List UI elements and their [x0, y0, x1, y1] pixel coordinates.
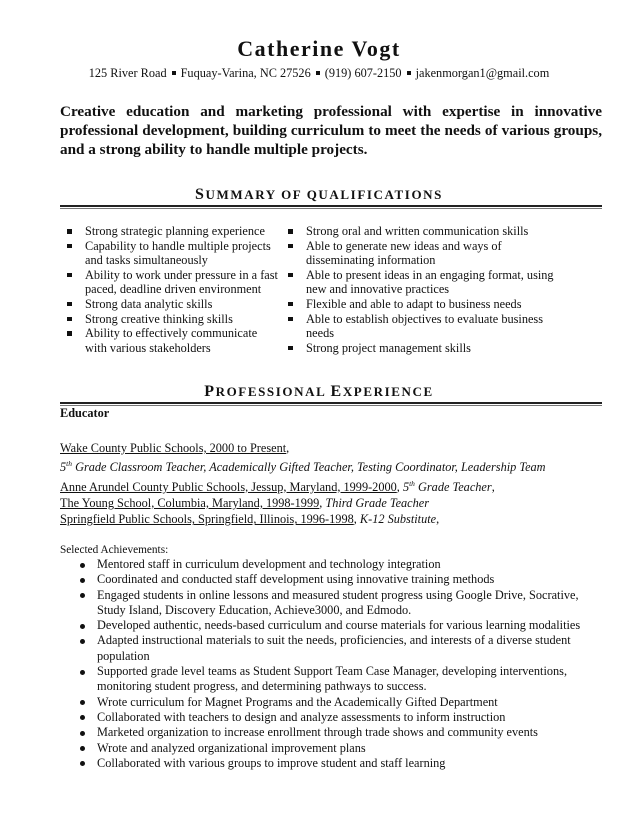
punctuation: ,: [396, 479, 403, 494]
separator-square-icon: [316, 71, 320, 75]
grade-suffix: th: [66, 459, 72, 469]
qualification-item: Able to generate new ideas and ways of disseminating information: [283, 239, 573, 268]
roles-text: Grade Teacher: [414, 479, 492, 494]
punctuation: ,: [319, 496, 326, 511]
qualification-item: Ability to work under pressure in a fast paced, deadline driven environment: [62, 268, 282, 297]
city: Fuquay-Varina, NC 27526: [180, 66, 311, 80]
grade-number: 5: [402, 479, 410, 494]
achievement-item: Engaged students in online lessons and measured student progress using Google Drive, Socrative, Study Island, Discovery Education, Achieve3000, and Edmodo.: [60, 588, 605, 619]
employer-role: K-12 Substitute: [359, 512, 437, 527]
achievement-item: Adapted instructional materials to suit the needs, proficiencies, and interests of a diverse student population: [60, 633, 605, 664]
achievements-label: Selected Achievements:: [60, 544, 169, 556]
qualification-item: Strong creative thinking skills: [62, 312, 282, 327]
qualification-item: Capability to handle multiple projects and tasks simultaneously: [62, 239, 282, 268]
achievement-item: Wrote curriculum for Magnet Programs and the Academically Gifted Department: [60, 695, 605, 710]
role-title: Educator: [60, 406, 110, 420]
qualification-item: Ability to effectively communicate with various stakeholders: [62, 326, 282, 355]
experience-heading-cap: P: [204, 383, 216, 400]
qualification-item: Strong data analytic skills: [62, 297, 282, 312]
section-divider: [60, 402, 602, 406]
punctuation: ,: [286, 441, 290, 455]
separator-square-icon: [172, 71, 176, 75]
summary-heading-cap: S: [194, 186, 206, 203]
employer-entry: [60, 440, 600, 456]
achievement-item: Marketed organization to increase enrollment through trade shows and community events: [60, 725, 605, 740]
qualification-item: Flexible and able to adapt to business needs: [283, 297, 573, 312]
achievement-item: Supported grade level teams as Student Support Team Case Manager, developing interventions, monitoring student progress, and determining pathways to success.: [60, 664, 605, 695]
qualification-item: Able to establish objectives to evaluate business needs: [283, 312, 573, 341]
qualifications-left-list: [62, 224, 282, 355]
email: jakenmorgan1@gmail.com: [415, 66, 550, 80]
punctuation: ,: [491, 479, 495, 494]
experience-heading-rest: XPERIENCE: [342, 384, 434, 399]
employer-entry: [60, 495, 600, 511]
achievement-item: Wrote and analyzed organizational improvement plans: [60, 741, 605, 756]
section-divider: [60, 205, 602, 209]
summary-heading-rest: UMMARY OF QUALIFICATIONS: [205, 187, 443, 202]
candidate-name: Catherine Vogt: [237, 36, 401, 61]
qualifications-right-list: [283, 224, 573, 355]
roles-text: Grade Classroom Teacher, Academically Gifted Teacher, Testing Coordinator, Leadership Team: [72, 460, 546, 475]
grade-suffix: th: [409, 478, 415, 488]
employer-springfield: Springfield Public Schools, Springfield, Illinois, 1996-1998: [60, 512, 354, 527]
address: 125 River Road: [88, 66, 167, 80]
experience-heading-cap: E: [330, 383, 343, 400]
achievement-item: Developed authentic, needs-based curriculum and course materials for various learning modalities: [60, 618, 605, 633]
punctuation: ,: [353, 512, 360, 527]
employer-young-school: The Young School, Columbia, Maryland, 1998-1999: [60, 496, 320, 511]
contact-line: [0, 66, 638, 81]
employer-role: Third Grade Teacher: [325, 496, 430, 511]
separator-square-icon: [407, 71, 411, 75]
employer-roles: [60, 456, 600, 475]
achievement-item: Coordinated and conducted staff development using innovative training methods: [60, 572, 605, 587]
achievement-item: Collaborated with various groups to improve student and staff learning: [60, 756, 605, 771]
achievement-item: Mentored staff in curriculum development and technology integration: [60, 557, 605, 572]
experience-heading-rest: ROFESSIONAL: [215, 384, 331, 399]
achievement-item: Collaborated with teachers to design and analyze assessments to inform instruction: [60, 710, 605, 725]
qualification-item: Strong project management skills: [283, 341, 573, 356]
achievements-list: [60, 557, 605, 771]
qualification-item: Able to present ideas in an engaging format, using new and innovative practices: [283, 268, 573, 297]
punctuation: ,: [436, 512, 440, 527]
experience-heading: [0, 383, 638, 401]
employer-role: [403, 480, 492, 494]
employer-anne-arundel: Anne Arundel County Public Schools, Jessup, Maryland, 1999-2000: [60, 479, 397, 494]
profile-statement: Creative education and marketing professional with expertise in innovative professional development, building curriculum to meet the needs of various groups, and a strong ability to handle multiple projects.: [60, 103, 602, 158]
employer-entry: [60, 511, 600, 527]
employer-entry: [60, 476, 600, 495]
phone: (919) 607-2150: [324, 66, 402, 80]
employer-list: [60, 440, 600, 528]
grade-number: 5: [60, 460, 67, 475]
employer-wake: Wake County Public Schools, 2000 to Present: [60, 441, 287, 455]
qualification-item: Strong oral and written communication skills: [283, 224, 573, 239]
qualification-item: Strong strategic planning experience: [62, 224, 282, 239]
summary-heading: [0, 186, 638, 204]
